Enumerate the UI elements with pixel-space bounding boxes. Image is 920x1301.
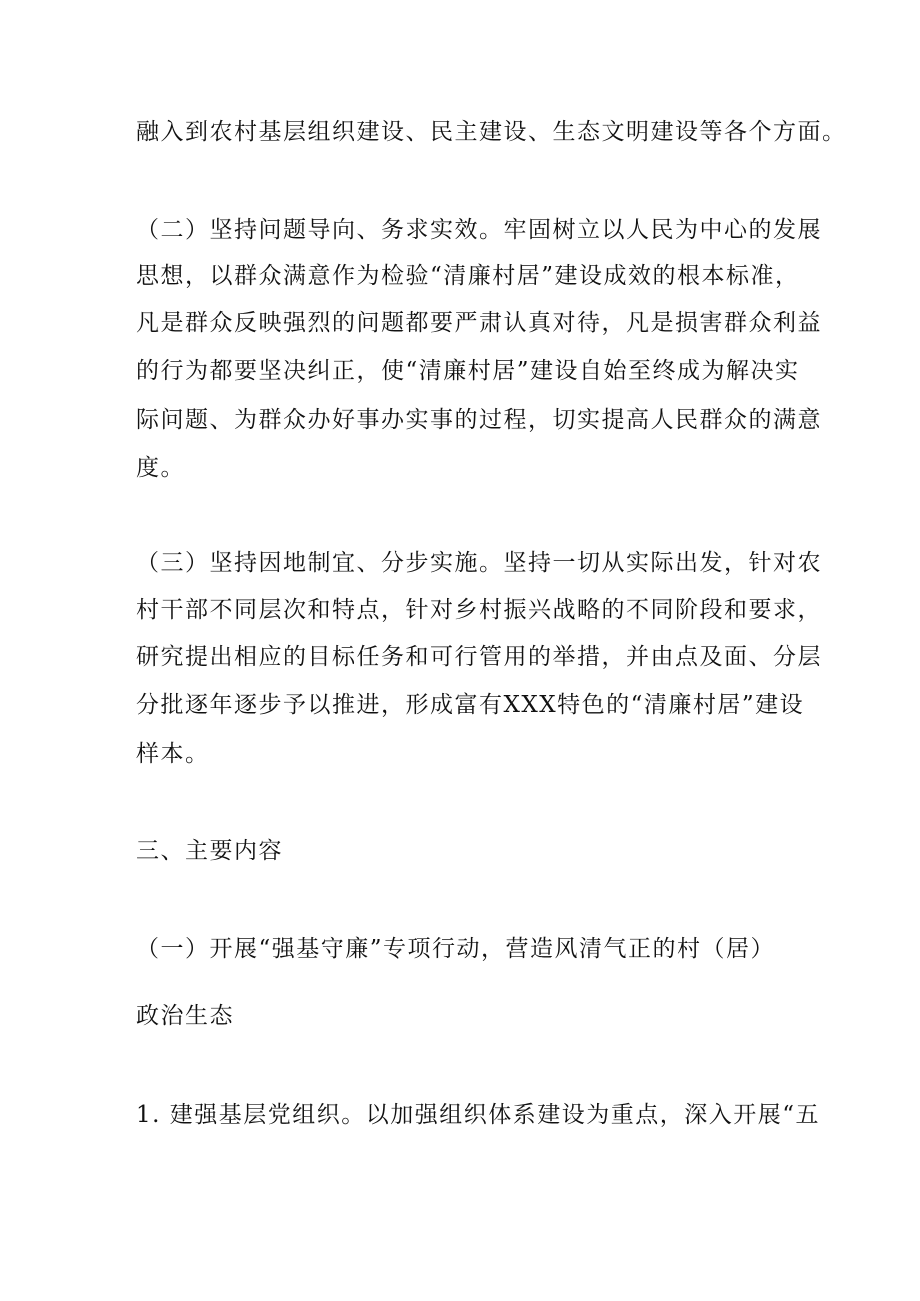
intro-line-1: 融入到农村基层组织建设、民主建设、生态文明建设等各个方面。 [136, 119, 847, 145]
principle-2-line-1: （二）坚持问题导向、务求实效。牢固树立以人民为中心的发展 [136, 217, 822, 243]
principle-3-line-1: （三）坚持因地制宜、分步实施。坚持一切从实际出发，针对农 [136, 550, 822, 576]
principle-2-line-3: 凡是群众反映强烈的问题都要严肃认真对待，凡是损害群众利益 [136, 310, 822, 336]
principle-3-line-3: 研究提出相应的目标任务和可行管用的举措，并由点及面、分层 [136, 644, 822, 670]
principle-3-line-2: 村干部不同层次和特点，针对乡村振兴战略的不同阶段和要求， [136, 597, 822, 623]
section-3-heading: 三、主要内容 [136, 838, 283, 864]
principle-2-line-4: 的行为都要坚决纠正，使“清廉村居”建设自始至终成为解决实 [136, 358, 800, 384]
item-1-line-1: 1. 建强基层党组织。以加强组织体系建设为重点，深入开展“五 [136, 1102, 821, 1128]
principle-3-line-4: 分批逐年逐步予以推进，形成富有XXX特色的“清廉村居”建设 [136, 692, 805, 718]
principle-2-line-2: 思想，以群众满意作为检验“清廉村居”建设成效的根本标准， [136, 263, 800, 289]
principle-2-line-5: 际问题、为群众办好事办实事的过程，切实提高人民群众的满意 [136, 407, 822, 433]
principle-2-line-6: 度。 [136, 455, 185, 481]
subsection-1-line-1: （一）开展“强基守廉”专项行动，营造风清气正的村（居） [136, 936, 776, 962]
subsection-1-line-2: 政治生态 [136, 1003, 234, 1029]
principle-3-line-5: 样本。 [136, 741, 210, 767]
